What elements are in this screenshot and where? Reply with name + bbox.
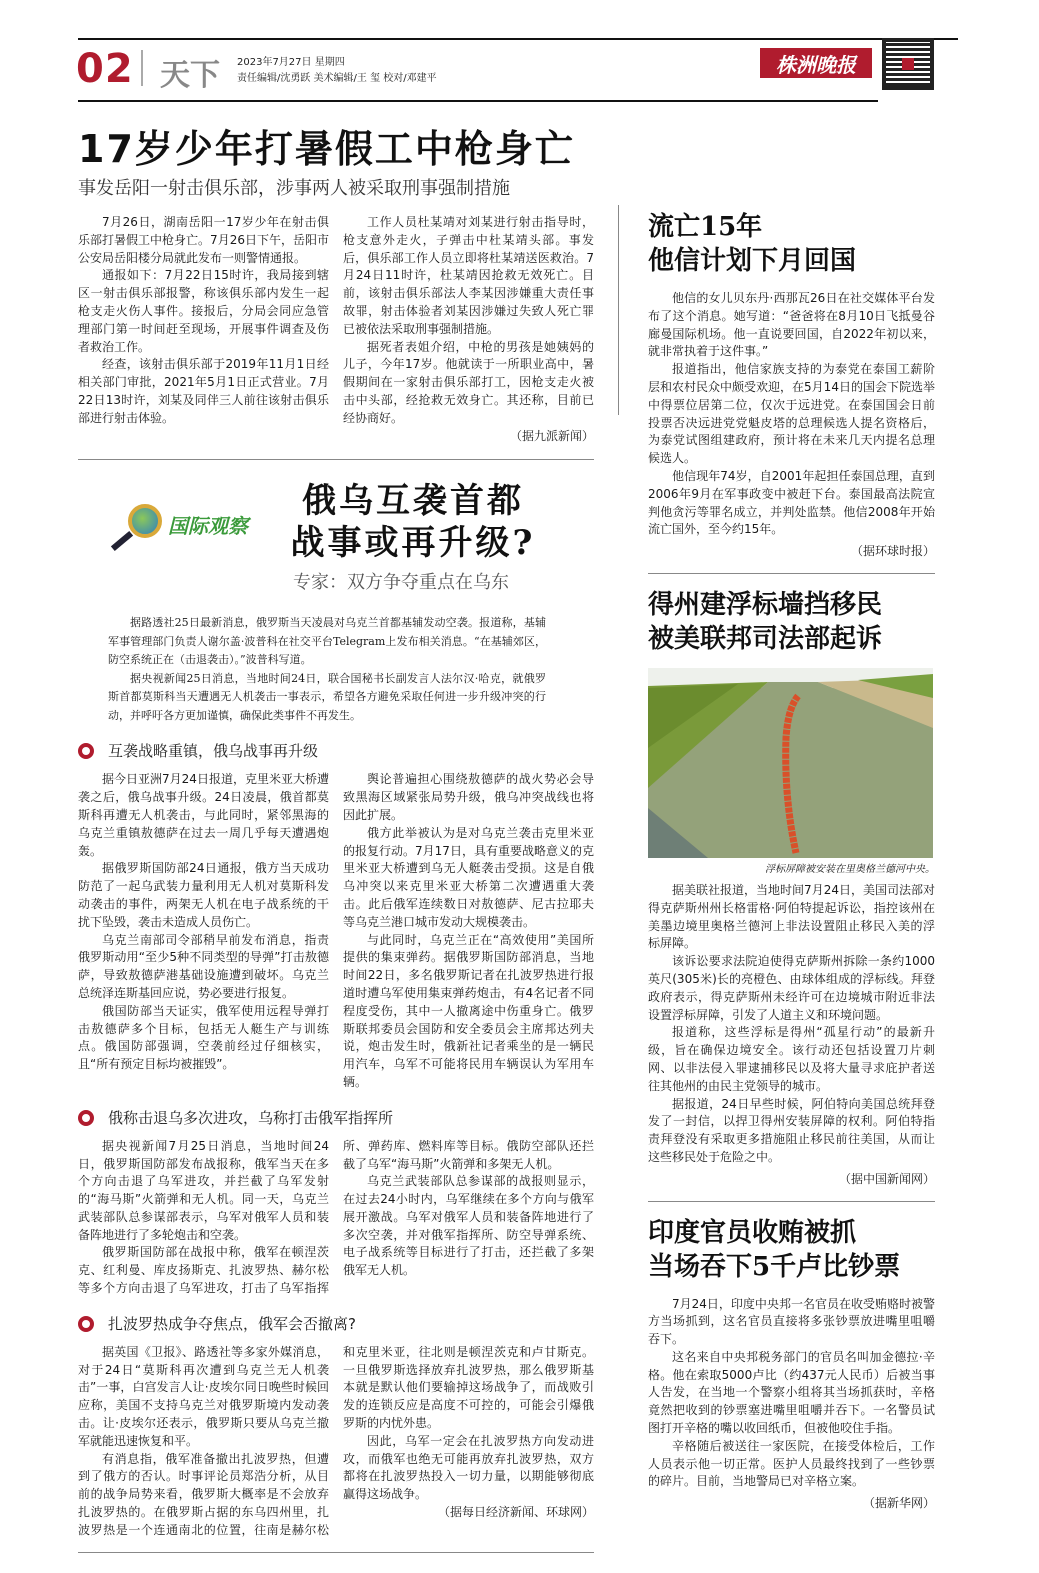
photo-caption: 浮标屏障被安装在里奥格兰德河中央。 xyxy=(765,863,935,875)
subheading xyxy=(78,1314,594,1334)
paragraph: 乌克兰武装部队总参谋部的战报则显示，在过去24小时内，乌军继续在多个方向与俄军展开激战。乌军对俄军人员和装备阵地进行了多次空袭，并对俄军指挥所、防空导弹系统、电子战系统等目标进行了打击，还拦截了多架俄军无人机。 xyxy=(343,1174,594,1278)
source-credit: （据每日经济新闻、环球网） xyxy=(437,1505,594,1520)
headline xyxy=(648,1216,935,1284)
subheadline: 事发岳阳一射击俱乐部，涉事两人被采取刑事强制措施 xyxy=(78,178,510,199)
paragraph: 7月26日，湖南岳阳一17岁少年在射击俱乐部打暑假工中枪身亡。7月26日下午，岳阳市公安局岳阳楼分局就此发布一则警情通报。 xyxy=(78,215,329,265)
article-body xyxy=(78,214,594,445)
column-rule xyxy=(618,205,619,415)
paragraph: 经查，该射击俱乐部于2019年11月1日经相关部门审批，2021年5月1日正式营业。7月22日13时许，刘某及同伴三人前往该射击俱乐部进行射击体验。 xyxy=(78,357,329,425)
subheadline: 专家：双方争夺重点在乌东 xyxy=(293,572,509,594)
bullet-icon xyxy=(78,1316,94,1332)
subheading-text: 俄称击退乌多次进攻，乌称打击俄军指挥所 xyxy=(108,1108,394,1127)
paragraph: 据美联社报道，当地时间7月24日，美国司法部对得克萨斯州州长格雷格·阿伯特提起诉讼，指控该州在美墨边境里奥格兰德河上非法设置阻止移民入美的浮标屏障。 xyxy=(648,882,935,951)
headline: 17岁少年打暑假工中枪身亡 xyxy=(78,127,575,171)
paragraph: 据路透社25日最新消息，俄罗斯当天凌晨对乌克兰首都基辅发动空袭。报道称，基辅军事管理部门负责人谢尔盖·波普科在社交平台Telegram上发布相关消息。“在基辅郊区，防空系统正在（击退袭击）。”波普科写道。 xyxy=(108,616,546,667)
headline xyxy=(648,588,935,656)
paragraph: 俄罗斯国防部在战报中称，俄军在顿涅茨克、红利曼、库皮扬斯克、扎波罗热、赫尔松等多个方向击退了乌军进攻，打击了乌军指挥所、弹药库、燃料库等目标。俄防空部队还拦截了乌军“海马斯”火箭弹和多架无人机。 xyxy=(78,1138,594,1296)
source-credit: （据中国新闻网） xyxy=(838,1171,935,1186)
article-body xyxy=(648,290,935,561)
paragraph: 该诉讼要求法院迫使得克萨斯州拆除一条约1000英尺(305米)长的亮橙色、由球体组成的浮标线。拜登政府表示，得克萨斯州未经许可在边境城市附近非法设置浮标屏障，引发了人道主义和环境问题。 xyxy=(648,954,935,1022)
headline-line: 被美联邦司法部起诉 xyxy=(648,623,883,654)
right-column xyxy=(648,210,935,1533)
paragraph: 据央视新闻25日消息，当地时间24日，联合国秘书长副发言人法尔汉·哈克，就俄罗斯首都莫斯科当天遭遇无人机袭击一事表示，希望各方避免采取任何进一步升级冲突的行动，并呼吁各方更加谨慎，确保此类事件不再发生。 xyxy=(108,671,546,722)
headline-line: 流亡15年 xyxy=(648,212,763,242)
paragraph: 这名来自中央邦税务部门的官员名叫加金德拉·辛格。他在索取5000卢比（约437元人民币）后被当事人告发，在当地一个警察小组将其当场抓获时，辛格竟然把收到的钞票塞进嘴里咀嚼并吞下。一名警员试图打开辛格的嘴以收回纸币，但被他咬住手指。 xyxy=(648,1349,935,1436)
subheading xyxy=(78,1108,594,1128)
story-header xyxy=(78,480,594,600)
article-body xyxy=(78,771,594,1091)
paragraph: 因此，乌军一定会在扎波罗热方向发动进攻，而俄军也绝无可能再放弃扎波罗热，双方都将在扎波罗热投入一切力量，以期能够彻底赢得这场战争。 xyxy=(343,1433,594,1502)
header-top-rule xyxy=(78,38,958,40)
paragraph: 据央视新闻7月25日消息，当地时间24日，俄罗斯国防部发布战报称，俄军当天在多个方向击退了乌军进攻，并拦截了乌军发射的“海马斯”火箭弹和无人机。同一天，乌克兰武装部队总参谋部表示，乌军对俄军人员和装备阵地进行了多轮炮击和空袭。 xyxy=(78,1138,329,1242)
issue-date: 2023年7月27日 星期四 xyxy=(237,57,345,68)
qr-code[interactable] xyxy=(882,38,934,90)
paragraph: 据俄罗斯国防部24日通报，俄方当天成功防范了一起乌武装力量利用无人机对莫斯科发动袭击的事件，两架无人机在电子战系统的干扰下坠毁，袭击未造成人员伤亡。 xyxy=(78,861,329,929)
editor-credits: 责任编辑/沈勇跃 美术编辑/王 玺 校对/邓建平 xyxy=(237,73,437,84)
paragraph: 他信现年74岁，自2001年起担任泰国总理，直到2006年9月在军事政变中被赶下台。泰国最高法院宣判他贪污等罪名成立，并判处监禁。他信2008年开始流亡国外，至今约15年。 xyxy=(648,468,935,537)
article-body xyxy=(648,1296,935,1514)
paragraph: 他信的女儿贝东丹·西那瓦26日在社交媒体平台发布了这个消息。她写道：“爸爸将在8月10日飞抵曼谷廊曼国际机场。他一直说要回国，自2022年初以来，就非常执着于这件事。” xyxy=(648,291,935,359)
paragraph: 报道称，这些浮标是得州“孤星行动”的最新升级，旨在确保边境安全。该行动还包括设置刀片刺网、以非法侵入罪逮捕移民以及将大量寻求庇护者送往其他州的由民主党领导的城市。 xyxy=(648,1025,935,1093)
subheading-text: 互袭战略重镇，俄乌战事再升级 xyxy=(108,742,319,761)
subheading xyxy=(78,741,594,761)
page-number: 02 xyxy=(76,46,134,92)
badge-label: 国际观察 xyxy=(168,514,248,539)
paragraph: 7月24日，印度中央邦一名官员在收受贿赂时被警方当场抓到，这名官员直接将多张钞票放进嘴里咀嚼吞下。 xyxy=(648,1296,935,1347)
bullet-icon xyxy=(78,743,94,759)
paragraph: 据今日亚洲7月24日报道，克里米亚大桥遭袭之后，俄乌战事升级。24日凌晨，俄首都莫斯科再遭无人机袭击，与此同时，紧邻黑海的乌克兰重镇敖德萨在过去一周几乎每天遭遇炮轰。 xyxy=(78,772,329,858)
article-body xyxy=(648,882,935,1189)
section-name: 天下 xyxy=(160,58,220,93)
paragraph: 辛格随后被送往一家医院，在接受体检后，工作人员表示他一切正常。医护人员最终找到了一些钞票的碎片。目前，当地警局已对辛格立案。 xyxy=(648,1438,935,1489)
intro-text xyxy=(108,614,546,725)
international-watch-badge xyxy=(108,502,263,554)
paragraph: 报道指出，他信家族支持的为泰党在泰国工薪阶层和农村民众中颇受欢迎，在5月14日的国会下院选举中得票位居第二位，仅次于远进党。在泰国国会日前投票否决远进党党魁皮塔的总理候选人提名资格后，为泰党试图组建政府，预计将在未来几天内提名总理候选人。 xyxy=(648,362,935,466)
headline-line: 战事或再升级? xyxy=(290,523,536,564)
headline-line: 得州建浮标墙挡移民 xyxy=(648,589,883,620)
globe-magnifier-icon xyxy=(128,504,162,538)
header-bottom-rule xyxy=(78,100,878,102)
article-body xyxy=(78,1138,594,1298)
paragraph: 俄方此举被认为是对乌克兰袭击克里米亚的报复行动。7月17日，具有重要战略意义的克里米亚大桥遭到乌无人艇袭击受损。这是自俄乌冲突以来克里米亚大桥第二次遭遇重大袭击。此后俄军连续数日对敖德萨、尼古拉耶夫等乌克兰港口城市发动大规模袭击。 xyxy=(343,825,594,929)
left-column xyxy=(78,214,594,1573)
page-bottom-rule xyxy=(78,1552,594,1553)
paragraph: 乌克兰南部司令部稍早前发布消息，指责俄罗斯动用“至少5种不同类型的导弹”打击敖德萨，导致敖德萨港基础设施遭到破坏。乌克兰总统泽连斯基回应说，势必要进行报复。 xyxy=(78,932,329,1000)
paragraph: 舆论普遍担心围绕敖德萨的战火势必会导致黑海区域紧张局势升级，俄乌冲突战线也将因此扩展。 xyxy=(343,772,594,822)
river-buoy-photo xyxy=(648,668,933,858)
headline-line: 当场吞下5千卢比钞票 xyxy=(648,1251,901,1282)
source-credit: （据环球时报） xyxy=(850,544,935,559)
paragraph: 通报如下：7月22日15时许，我局接到辖区一射击俱乐部报警，称该俱乐部内发生一起枪支走火伤人事件。接报后，分局会同应急管理部门第一时间赶至现场，开展事件调查及伤者救治工作。 xyxy=(78,268,329,354)
headline-line: 他信计划下月回国 xyxy=(648,246,857,276)
source-credit: （据九派新闻） xyxy=(509,428,594,443)
headline xyxy=(283,480,543,564)
bullet-icon xyxy=(78,1110,94,1126)
section-rule xyxy=(648,1201,935,1202)
paragraph: 据报道，24日早些时候，阿伯特向美国总统拜登发了一封信，以捍卫得州安装屏障的权利。阿伯特指责拜登没有采取更多措施阻止移民前往美国，从而让这些移民处于危险之中。 xyxy=(648,1096,935,1164)
headline xyxy=(648,210,935,278)
paragraph: 据死者表姐介绍，中枪的男孩是她姨妈的儿子，今年17岁。他就读于一所职业高中，暑假期间在一家射击俱乐部打工，因枪支走火被击中头部，经抢救无效身亡。其还称，目前已经协商好。 xyxy=(343,339,594,425)
source-credit: （据新华网） xyxy=(862,1496,935,1511)
headline-line: 俄乌互袭首都 xyxy=(302,481,524,522)
headline-line: 印度官员收贿被抓 xyxy=(648,1217,857,1248)
section-rule xyxy=(648,573,935,574)
paragraph: 俄国防部当天证实，俄军使用远程导弹打击敖德萨多个目标，包括无人艇生产与训练点。俄国防部强调，空袭前经过仔细核实，且“所有预定目标均被摧毁”。 xyxy=(78,1003,329,1072)
header-divider xyxy=(141,50,143,86)
paragraph: 据英国《卫报》、路透社等多家外媒消息，对于24日“莫斯科再次遭到乌克兰无人机袭击”一事，白宫发言人让·皮埃尔同日晚些时候回应称，美国不支持乌克兰对俄罗斯境内发动袭击。让·皮埃尔还表示，俄罗斯只要从乌克兰撤军就能迅速恢复和平。 xyxy=(78,1344,329,1448)
section-rule xyxy=(78,459,594,460)
article-body xyxy=(78,1344,594,1540)
subheading-text: 扎波罗热成争夺焦点，俄军会否撤离? xyxy=(108,1314,356,1333)
masthead-logo: 株洲晚报 xyxy=(760,48,872,78)
paragraph: 与此同时，乌克兰正在“高效使用”美国所提供的集束弹药。据俄罗斯国防部消息，当地时间22日，多名俄罗斯记者在扎波罗热进行报道时遭乌军使用集束弹药炮击，有4名记者不同程度受伤，其中一人撤离途中伤重身亡。俄罗斯联邦委员会国防和安全委员会主席邦达列夫说，炮击发生时，俄新社记者乘坐的是一辆民用汽车，乌军不可能将民用车辆误认为军用车辆。 xyxy=(343,932,594,1089)
paragraph: 有消息指，俄军准备撤出扎波罗热，但遭到了俄方的否认。时事评论员郑浩分析，从目前的战争局势来看，俄罗斯大概率是不会放弃扎波罗热的。在俄罗斯占据的东乌四州里，扎波罗热是一个连通南北的位置，往南是赫尔松和克里米亚，往北则是顿涅茨克和卢甘斯克。一旦俄罗斯选择放弃扎波罗热，那么俄罗斯基本就是默认他们要输掉这场战争了，而战败引发的连锁反应是高度不可控的，可能会引爆俄罗斯的内忧外患。 xyxy=(78,1344,594,1537)
paragraph: 工作人员杜某靖对刘某进行射击指导时，枪支意外走火，子弹击中杜某靖头部。事发后，俱乐部工作人员立即将杜某靖送医救治。7月24日11时许，杜某靖因抢救无效死亡。目前，该射击俱乐部法人李某因涉嫌重大责任事故罪，射击体验者刘某因涉嫌过失致人死亡罪已被依法采取刑事强制措施。 xyxy=(343,215,594,336)
